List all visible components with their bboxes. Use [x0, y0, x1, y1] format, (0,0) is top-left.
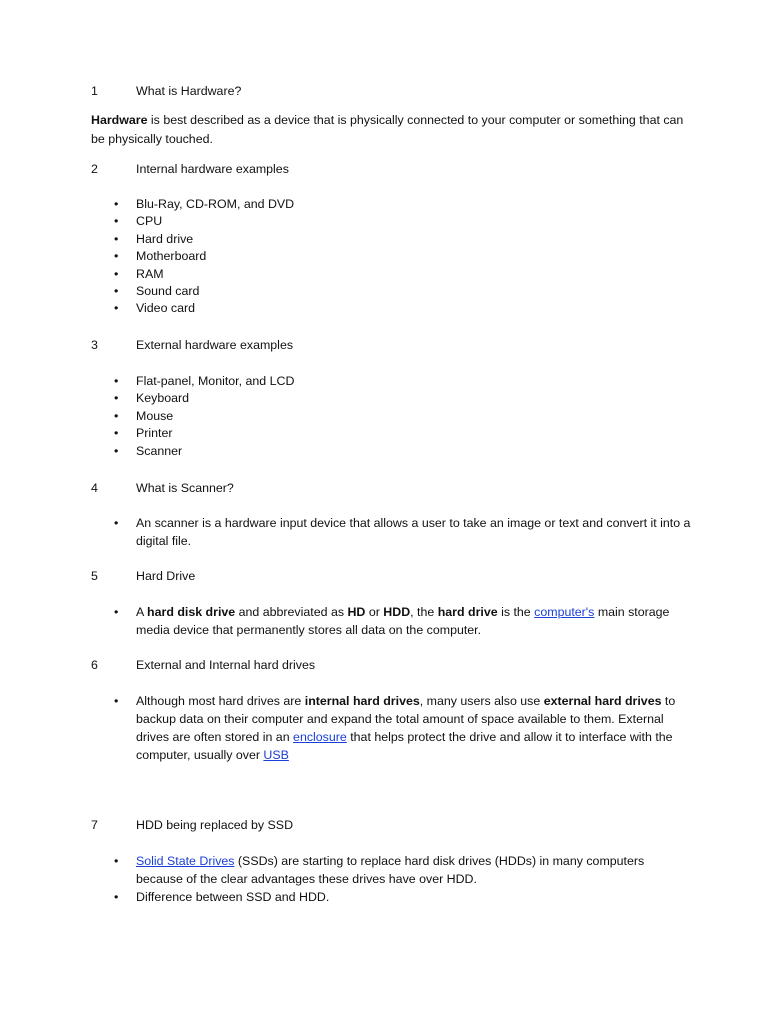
list-item [114, 852, 694, 888]
list-item: • Motherboard [114, 248, 694, 265]
text-run: Although most hard drives are [136, 694, 305, 708]
section-number: 6 [91, 658, 98, 672]
bold-term: HDD [383, 605, 411, 619]
text-run: and abbreviated as [235, 605, 348, 619]
computers-link[interactable]: computer's [534, 605, 595, 619]
list-item: • RAM [114, 266, 694, 283]
bold-term: hard drive [437, 605, 498, 619]
list-item: • An scanner is a hardware input device that allows a user to take an image or text and convert it into a digital file. [114, 514, 694, 550]
bold-term: Hardware [91, 113, 148, 127]
text-run: , the [410, 605, 438, 619]
section-number: 5 [91, 569, 98, 583]
section-title: What is Hardware? [136, 84, 242, 98]
bold-term: internal hard drives [304, 694, 420, 708]
enclosure-link[interactable]: enclosure [293, 730, 347, 744]
section-number: 2 [91, 162, 98, 176]
text-run: is the [497, 605, 535, 619]
list-item: • Difference between SSD and HDD. [114, 888, 694, 906]
text-run: main storage media device that permanently stores all data on the computer. [136, 605, 670, 637]
list-item: • Sound card [114, 283, 694, 300]
list-item: • Video card [114, 300, 694, 317]
list-item: • Blu-Ray, CD-ROM, and DVD [114, 196, 694, 213]
text-run: (SSDs) are starting to replace hard disk drives (HDDs) in many computers because of the clear advantages these drives have over HDD. [136, 854, 645, 886]
section-number: 7 [91, 818, 98, 832]
internal-hardware-list [114, 196, 694, 318]
section-title: What is Scanner? [136, 481, 234, 495]
text-run: A [136, 605, 148, 619]
paragraph-text: is best described as a device that is physically connected to your computer or something that can be physically touched. [91, 113, 684, 146]
list-item: • Mouse [114, 408, 694, 425]
external-internal-list [114, 692, 694, 764]
section-number: 4 [91, 481, 98, 495]
external-hardware-list [114, 373, 694, 460]
text-run: to backup data on their computer and expand the total amount of space available to them. External drives are often stored in an [136, 694, 676, 744]
bold-term: external hard drives [543, 694, 662, 708]
list-item: • CPU [114, 213, 694, 230]
section-number: 1 [91, 84, 98, 98]
list-item: • Flat-panel, Monitor, and LCD [114, 373, 694, 390]
section-title: HDD being replaced by SSD [136, 818, 294, 832]
section-title: External and Internal hard drives [136, 658, 316, 672]
ssd-list [114, 852, 694, 906]
section-number: 3 [91, 338, 98, 352]
text-run: , many users also use [419, 694, 544, 708]
list-item [114, 603, 694, 639]
list-item: • Scanner [114, 443, 694, 460]
section-title: External hardware examples [136, 338, 294, 352]
scanner-list [114, 514, 694, 550]
list-item: • Hard drive [114, 231, 694, 248]
hardware-definition-paragraph [91, 111, 691, 149]
list-item: • Keyboard [114, 390, 694, 407]
solid-state-drives-link[interactable]: Solid State Drives [136, 854, 235, 868]
list-item [114, 692, 694, 764]
hard-drive-list [114, 603, 694, 639]
usb-link[interactable]: USB [263, 748, 289, 762]
bold-term: HD [347, 605, 366, 619]
text-run: that helps protect the drive and allow it to interface with the computer, usually over [136, 730, 673, 762]
section-title: Internal hardware examples [136, 162, 289, 176]
section-title: Hard Drive [136, 569, 196, 583]
bold-term: hard disk drive [147, 605, 236, 619]
text-run: or [365, 605, 384, 619]
list-item: • Printer [114, 425, 694, 442]
